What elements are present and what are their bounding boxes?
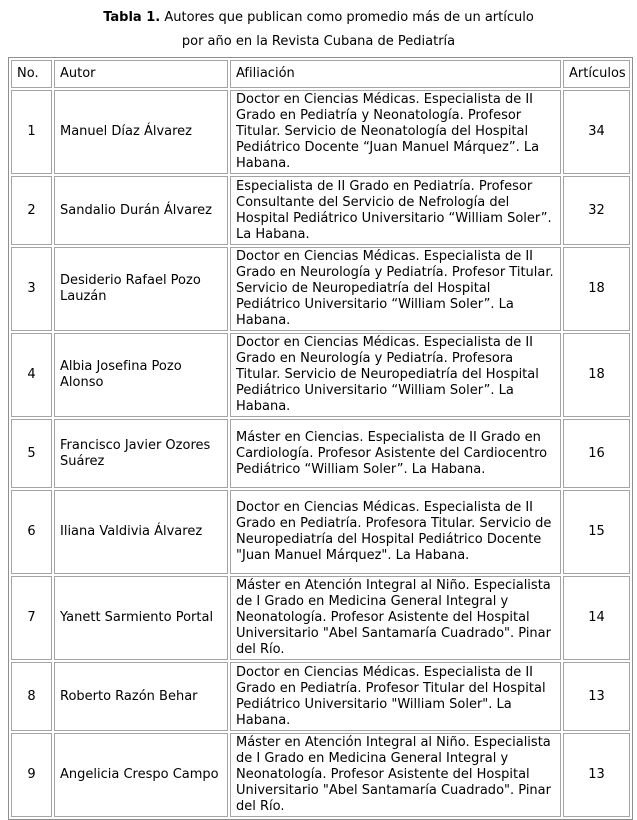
cell-afiliacion: Máster en Ciencias. Especialista de II Grado en Cardiología. Profesor Asistente del Cardiocentro Pediátrico “William Soler”. La Habana. <box>230 419 561 488</box>
table-row <box>11 662 630 731</box>
cell-no: 7 <box>11 576 52 660</box>
cell-articulos: 14 <box>563 576 630 660</box>
cell-afiliacion: Doctor en Ciencias Médicas. Especialista de II Grado en Neurología y Pediatría. Profesor Titular. Servicio de Neuropediatría del Hospital Pediátrico Universitario “William Soler”. La Habana. <box>230 247 561 331</box>
header-row <box>11 60 630 88</box>
cell-no: 2 <box>11 176 52 245</box>
cell-articulos: 13 <box>563 733 630 817</box>
cell-afiliacion: Especialista de II Grado en Pediatría. Profesor Consultante del Servicio de Nefrología del Hospital Pediátrico Universitario “William Soler”. La Habana. <box>230 176 561 245</box>
cell-articulos: 34 <box>563 90 630 174</box>
cell-no: 8 <box>11 662 52 731</box>
cell-articulos: 18 <box>563 247 630 331</box>
cell-autor: Yanett Sarmiento Portal <box>54 576 228 660</box>
cell-no: 4 <box>11 333 52 417</box>
table-row <box>11 176 630 245</box>
table-body <box>11 90 630 817</box>
cell-no: 5 <box>11 419 52 488</box>
table-row <box>11 419 630 488</box>
cell-articulos: 13 <box>563 662 630 731</box>
cell-autor: Roberto Razón Behar <box>54 662 228 731</box>
cell-autor: Francisco Javier Ozores Suárez <box>54 419 228 488</box>
column-header-autor: Autor <box>54 60 228 88</box>
cell-articulos: 32 <box>563 176 630 245</box>
cell-autor: Sandalio Durán Álvarez <box>54 176 228 245</box>
cell-autor: Angelicia Crespo Campo <box>54 733 228 817</box>
column-header-no: No. <box>11 60 52 88</box>
table-row <box>11 733 630 817</box>
cell-afiliacion: Máster en Atención Integral al Niño. Especialista de I Grado en Medicina General Integral y Neonatología. Profesor Asistente del Hospital Universitario "Abel Santamaría Cuadrado". Pinar del Río. <box>230 733 561 817</box>
cell-autor: Desiderio Rafael Pozo Lauzán <box>54 247 228 331</box>
cell-no: 3 <box>11 247 52 331</box>
title-line-2: por año en la Revista Cubana de Pediatría <box>181 34 456 49</box>
table-row <box>11 333 630 417</box>
table-row <box>11 90 630 174</box>
column-header-afiliacion: Afiliación <box>230 60 561 88</box>
table-number-label: Tabla 1. <box>103 10 161 25</box>
cell-no: 9 <box>11 733 52 817</box>
cell-autor: Manuel Díaz Álvarez <box>54 90 228 174</box>
cell-autor: Iliana Valdivia Álvarez <box>54 490 228 574</box>
cell-articulos: 16 <box>563 419 630 488</box>
cell-afiliacion: Doctor en Ciencias Médicas. Especialista de II Grado en Pediatría. Profesor Titular del Hospital Pediátrico Universitario "William Soler". La Habana. <box>230 662 561 731</box>
cell-articulos: 18 <box>563 333 630 417</box>
cell-autor: Albia Josefina Pozo Alonso <box>54 333 228 417</box>
authors-table <box>8 57 633 820</box>
page-title <box>8 6 629 54</box>
page <box>0 6 637 820</box>
table-row <box>11 490 630 574</box>
cell-articulos: 15 <box>563 490 630 574</box>
column-header-articulos: Artículos <box>563 60 630 88</box>
cell-afiliacion: Doctor en Ciencias Médicas. Especialista de II Grado en Pediatría. Profesora Titular. Servicio de Neuropediatría del Hospital Pediátrico Docente "Juan Manuel Márquez". La Habana. <box>230 490 561 574</box>
cell-no: 6 <box>11 490 52 574</box>
table-row <box>11 576 630 660</box>
cell-afiliacion: Doctor en Ciencias Médicas. Especialista de II Grado en Neurología y Pediatría. Profesora Titular. Servicio de Neuropediatría del Hospital Pediátrico Universitario “William Soler”. La Habana. <box>230 333 561 417</box>
cell-afiliacion: Doctor en Ciencias Médicas. Especialista de II Grado en Pediatría y Neonatología. Profesor Titular. Servicio de Neonatología del Hospital Pediátrico Docente “Juan Manuel Márquez”. La Habana. <box>230 90 561 174</box>
table-row <box>11 247 630 331</box>
cell-afiliacion: Máster en Atención Integral al Niño. Especialista de I Grado en Medicina General Integral y Neonatología. Profesor Asistente del Hospital Universitario "Abel Santamaría Cuadrado". Pinar del Río. <box>230 576 561 660</box>
title-text: Autores que publican como promedio más de un artículo <box>164 10 534 25</box>
title-line-1 <box>8 6 629 30</box>
cell-no: 1 <box>11 90 52 174</box>
